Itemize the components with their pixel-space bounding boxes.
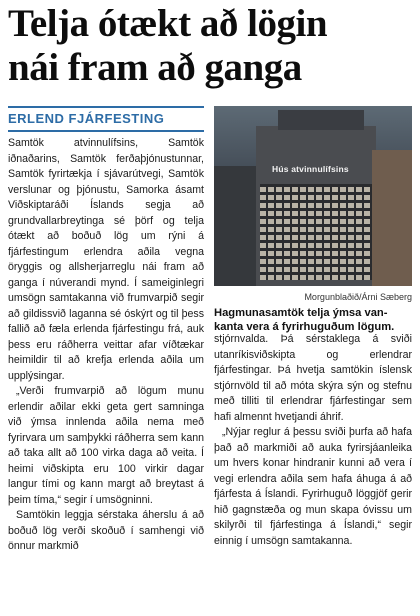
section-label-bar <box>8 106 204 132</box>
headline-line-2: nái fram að ganga <box>8 46 302 89</box>
paragraph: Samtökin leggja sérstaka áherslu á að boðuð lög verði skoðuð í samhengi við önnur markmið <box>8 509 204 552</box>
paragraph: „Nýjar reglur á þessu sviði þurfa að hafa það að markmiði að auka fyrirsjáanleika um hvers konar hindranir kunni að vera í vegi erlendra aðila sem hafa áhuga á að fjárfesta á Íslandi. Fyrirhuguð löggjöf gerir hið gagnstæða og mun skapa óvissu um skilyrði til fjárfestinga á Íslandi,“ segir einnig í umsögn samtakanna. <box>214 426 412 547</box>
headline <box>8 2 412 90</box>
paragraph: Samtök atvinnulífsins, Samtök iðnaðarins, Samtök ferðaþjónustunnar, Samtök fyrirtækja í sjávarútvegi, Samtök verslunar og þjónustu, Samorka ásamt Viðskiptaráði Íslands segja að grundvallarbreytinga sé þörf og telja ótækt að boðuð lög um rýni á fjárfestingum erlendra aðila vegna öryggis og allsherjarreglu nái fram að ganga í núverandi mynd. Í sameiginlegri umsögn samtakanna við frumvarpið segir að gildissvið laganna sé óskýrt og til þess fallið að fæla erlenda fjárfestingu frá, auk þess eru ráðherra veittar afar víðtækar heimildir til að krefja erlenda aðila um upplýsingar. <box>8 137 204 382</box>
building-top <box>278 110 364 130</box>
paragraph: stjórnvalda. Þá sérstaklega á sviði utanríkisviðskipta og erlendrar fjárfestingar. Þá hvetja samtökin íslensk stjórnvöld til að móta skýra sýn og stefnu með tilliti til erlendrar fjárfestingar sem hafi almennt hvetjandi áhrif. <box>214 333 412 423</box>
section-label: ERLEND FJÁRFESTING <box>8 111 165 126</box>
article-photo <box>214 106 412 286</box>
building-sign: Hús atvinnulífsins <box>272 164 349 174</box>
article-column-1 <box>8 136 204 555</box>
paragraph: „Verði frumvarpið að lögum munu erlendir aðilar ekki geta gert samninga við ýmsa innlenda aðila nema með fyrirvara um samþykki ráðherra sem kann að taka allt að 100 virka daga að veita. Í heimi viðskipta eru 100 virkir dagar langur tími og kann margt að breytast á þeim tíma,“ segir í umsögninni. <box>8 385 204 506</box>
building-windows <box>260 184 372 280</box>
photo-caption: Hagmunasamtök telja ýmsa vankanta vera á fyrirhuguðum lögum. <box>214 307 395 333</box>
photo-credit: Morgunblaðið/Árni Sæberg <box>304 292 412 302</box>
headline-line-1: Telja ótækt að lögin <box>8 2 328 45</box>
article-column-2 <box>214 332 412 549</box>
side-building <box>214 166 262 286</box>
